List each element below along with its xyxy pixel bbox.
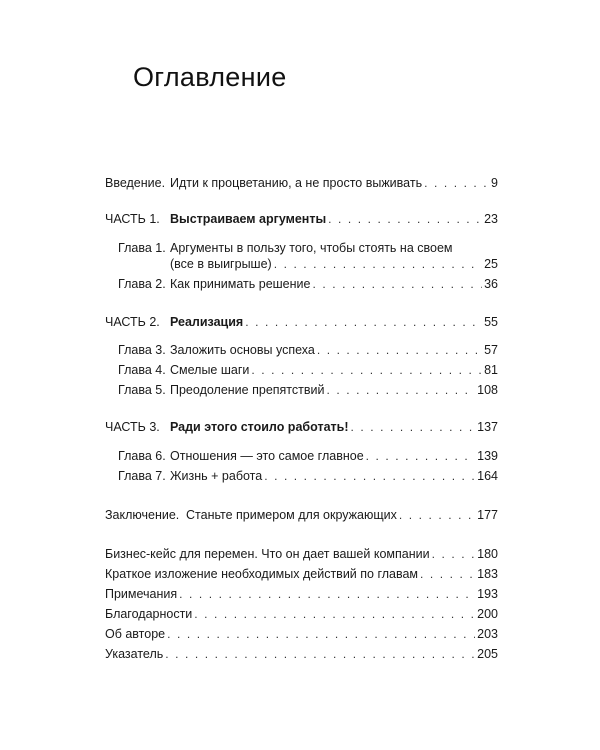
toc-entry-part2[interactable] <box>105 314 498 330</box>
toc-title: Бизнес-кейс для перемен. Что он дает вашей компании <box>105 547 430 561</box>
toc-title-continuation: (все в выигрыше) <box>170 257 272 271</box>
toc-entry-notes[interactable] <box>105 586 498 602</box>
toc-title: Как принимать решение <box>170 277 311 291</box>
toc-page-number: 200 <box>477 607 498 621</box>
toc-page-number: 55 <box>484 315 498 329</box>
toc-leader-dots <box>432 546 476 562</box>
toc-entry-ch4[interactable] <box>118 362 498 378</box>
toc-page-number: 81 <box>484 363 498 377</box>
toc-label: Глава 4. <box>118 363 166 377</box>
toc-leader-dots <box>312 276 482 292</box>
toc-label: Введение. <box>105 176 166 190</box>
toc-leader-dots <box>326 382 475 398</box>
toc-entry-intro[interactable] <box>105 175 498 191</box>
toc-entry-ch2[interactable] <box>118 276 498 292</box>
toc-leader-dots <box>351 419 476 435</box>
toc-leader-dots <box>399 507 475 523</box>
toc-entry-part1[interactable] <box>105 211 498 227</box>
toc-page-number: 203 <box>477 627 498 641</box>
toc-entry-conclusion[interactable] <box>105 507 498 523</box>
toc-entry-index[interactable] <box>105 646 498 662</box>
toc-title: Заложить основы успеха <box>170 343 315 357</box>
toc-page-number: 108 <box>477 383 498 397</box>
toc-entry-acknowledgements[interactable] <box>105 606 498 622</box>
toc-title: Ради этого стоило работать! <box>170 420 349 434</box>
toc-title: Станьте примером для окружающих <box>186 508 397 522</box>
toc-title: Отношения — это самое главное <box>170 449 364 463</box>
toc-leader-dots <box>366 448 475 464</box>
toc-page-number: 23 <box>484 212 498 226</box>
toc-leader-dots <box>274 256 482 272</box>
toc-title: Реализация <box>170 315 244 329</box>
toc-label: ЧАСТЬ 1. <box>105 212 160 226</box>
toc-leader-dots <box>264 468 475 484</box>
toc-title: Аргументы в пользу того, чтобы стоять на своем <box>170 241 453 255</box>
toc-title: Указатель <box>105 647 164 661</box>
toc-leader-dots <box>194 606 475 622</box>
toc-label: Глава 5. <box>118 383 166 397</box>
toc-leader-dots <box>167 626 475 642</box>
toc-title: Благодарности <box>105 607 193 621</box>
toc-label: ЧАСТЬ 3. <box>105 420 160 434</box>
toc-page-number: 193 <box>477 587 498 601</box>
toc-page-number: 9 <box>491 176 498 190</box>
toc-entry-part3[interactable] <box>105 419 498 435</box>
toc-title: Идти к процветанию, а не просто выживать <box>170 176 423 190</box>
toc-title: Смелые шаги <box>170 363 250 377</box>
toc-title: Преодоление препятствий <box>170 383 325 397</box>
toc-page-number: 177 <box>477 508 498 522</box>
toc-page-number: 205 <box>477 647 498 661</box>
toc-title: Об авторе <box>105 627 166 641</box>
toc-leader-dots <box>245 314 482 330</box>
toc-entry-ch6[interactable] <box>118 448 498 464</box>
toc-page-number: 183 <box>477 567 498 581</box>
toc-label: Глава 3. <box>118 343 166 357</box>
toc-leader-dots <box>165 646 475 662</box>
toc-leader-dots <box>328 211 482 227</box>
toc-entry-ch1[interactable] <box>118 240 453 256</box>
toc-leader-dots <box>179 586 475 602</box>
toc-page-number: 57 <box>484 343 498 357</box>
toc-page-number: 164 <box>477 469 498 483</box>
toc-leader-dots <box>251 362 482 378</box>
toc-title: Примечания <box>105 587 178 601</box>
toc-entry-ch1-continuation[interactable] <box>170 256 498 272</box>
toc-leader-dots <box>420 566 475 582</box>
toc-leader-dots <box>317 342 482 358</box>
toc-entry-summary[interactable] <box>105 566 498 582</box>
toc-label: Заключение. <box>105 508 180 522</box>
toc-entry-ch7[interactable] <box>118 468 498 484</box>
toc-label: Глава 6. <box>118 449 166 463</box>
toc-label: ЧАСТЬ 2. <box>105 315 160 329</box>
toc-entry-ch3[interactable] <box>118 342 498 358</box>
toc-page-number: 25 <box>484 257 498 271</box>
toc-entry-business-case[interactable] <box>105 546 498 562</box>
toc-label: Глава 1. <box>118 241 166 255</box>
toc-page-number: 180 <box>477 547 498 561</box>
toc-entry-about-author[interactable] <box>105 626 498 642</box>
toc-entry-ch5[interactable] <box>118 382 498 398</box>
toc-title: Выстраиваем аргументы <box>170 212 327 226</box>
toc-title: Краткое изложение необходимых действий по главам <box>105 567 419 581</box>
page-title: Оглавление <box>133 62 287 92</box>
toc-page-number: 36 <box>484 277 498 291</box>
toc-label: Глава 2. <box>118 277 166 291</box>
toc-title: Жизнь + работа <box>170 469 263 483</box>
toc-page-number: 139 <box>477 449 498 463</box>
toc-leader-dots <box>424 175 489 191</box>
toc-label: Глава 7. <box>118 469 166 483</box>
toc-page-number: 137 <box>477 420 498 434</box>
